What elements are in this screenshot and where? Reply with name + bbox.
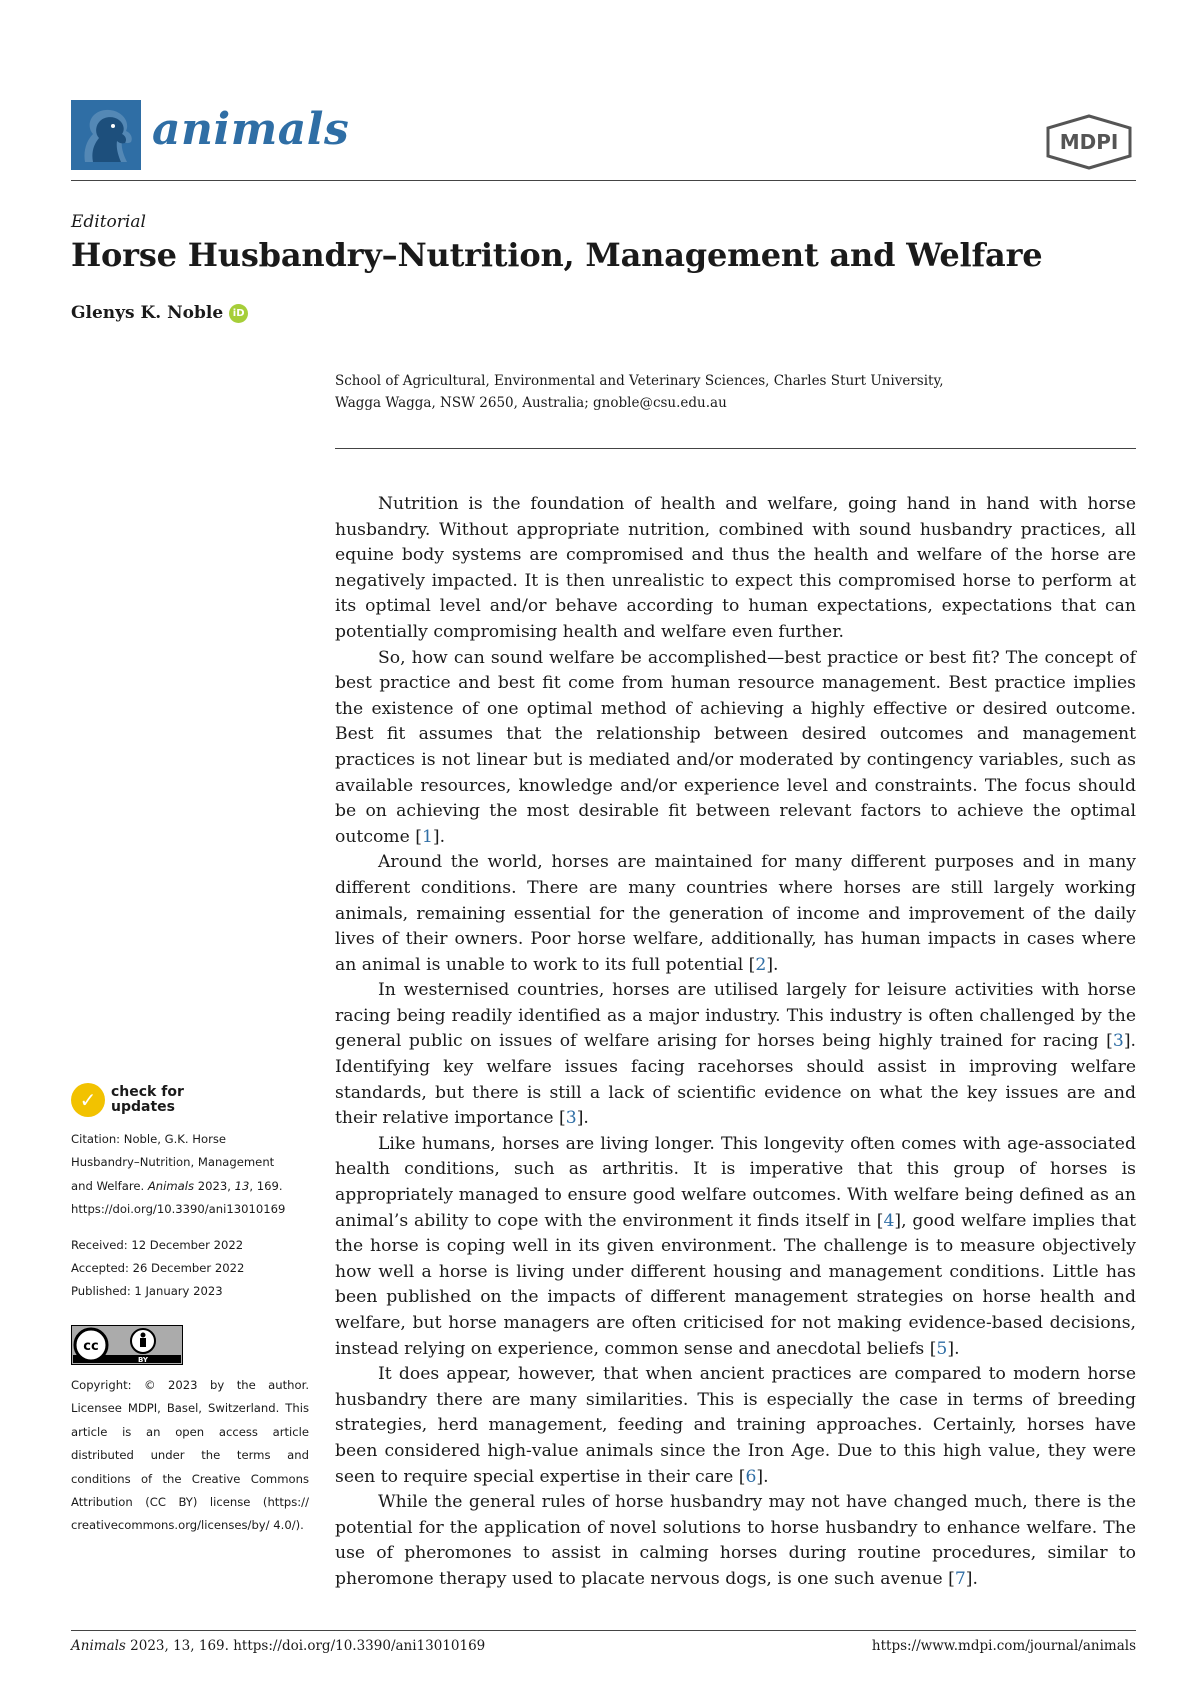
article-type: Editorial (71, 212, 146, 232)
affiliation-divider (335, 448, 1136, 449)
paragraph-text: ]. (432, 826, 446, 847)
paragraph-text: ]. Identifying key welfare issues facing racehorses should assist in improving welfare standards, but there is still a lack of scientific evidence on what the key issues are and their relative importance [ (335, 1031, 1136, 1129)
reference-link[interactable]: 2 (755, 954, 767, 975)
paragraph-text: ]. (766, 954, 779, 975)
journal-name[interactable]: animals (152, 104, 350, 155)
by-label: BY (137, 1356, 149, 1364)
footer-citation (71, 1638, 485, 1654)
reference-link[interactable]: 6 (745, 1466, 757, 1487)
received-date: Received: 12 December 2022 (71, 1237, 244, 1252)
citation-text: and Welfare. (71, 1178, 145, 1193)
affiliation (335, 370, 1135, 414)
copyright-text: Copyright: © 2023 by the author. Licensee MDPI, Basel, Switzerland. This article is an open access article distributed under the terms and conditions of the Creative Commons Attribution (CC BY) license (https:// creativecommons.org/licenses/by/ 4.0/). (71, 1378, 309, 1533)
citation-doi-link[interactable]: https://doi.org/10.3390/ani13010169 (71, 1202, 286, 1217)
paragraph-text: In westernised countries, horses are utilised largely for leisure activities with horse racing being readily identified as a major industry. This industry is often challenged by the general public on issues of welfare arising for horses being highly trained for racing [ (335, 980, 1136, 1052)
reference-link[interactable]: 3 (1112, 1031, 1124, 1052)
copyright-block (71, 1374, 309, 1538)
author-name[interactable]: Glenys K. Noble (71, 303, 224, 323)
footer-citation-text[interactable]: 2023, 13, 169. https://doi.org/10.3390/ani13010169 (130, 1638, 486, 1654)
paragraph-text: So, how can sound welfare be accomplished—best practice or best fit? The concept of best practice and best fit come from human resource management. Best practice implies the existence of one optimal method of achieving a highly effective or desired outcome. Best fit assumes that the relationship between desired outcomes and management practices is not linear but is mediated and/or moderated by contingency variables, such as available resources, knowledge and/or experience level and constraints. The focus should be on achieving the most desirable fit between relevant factors to achieve the optimal outcome [ (335, 647, 1136, 847)
check-updates-label: updates (111, 1099, 175, 1115)
cc-icon: cc (83, 1339, 99, 1354)
paragraph-text: It does appear, however, that when ancient practices are compared to modern horse husbandry there are many similarities. This is especially the case in terms of breeding strategies, herd management, feeding and training approaches. Certainly, horses have been considered high-value animals since the Iron Age. Due to this high value, they were seen to require special expertise in their care [ (335, 1364, 1136, 1487)
sidebar-metadata (71, 1128, 309, 1316)
author-line (71, 303, 248, 323)
citation-label: Citation: (71, 1132, 121, 1146)
body-paragraph (335, 1362, 1136, 1490)
paragraph-text: Nutrition is the foundation of health and welfare, going hand in hand with horse husbandry. Without appropriate nutrition, combined with sound husbandry practices, all equine body systems are compromised and thus the health and welfare of the horse are negatively impacted. It is then unrealistic to expect this compromised horse to perform at its optimal level and/or behave according to human expectations, expectations that can potentially compromising health and welfare even further. (335, 494, 1136, 642)
citation-volume: 13 (234, 1178, 250, 1193)
mdpi-logo-icon[interactable] (1044, 114, 1134, 170)
affiliation-line: School of Agricultural, Environmental and Veterinary Sciences, Charles Sturt University, (335, 373, 944, 389)
article-body (335, 492, 1136, 1593)
body-paragraph (335, 1132, 1136, 1362)
checkmark-icon: ✓ (71, 1083, 105, 1117)
paragraph-text: While the general rules of horse husbandry may not have changed much, there is the potential for the application of novel solutions to horse husbandry to enhance welfare. The use of pheromones to assist in calming horses during routine procedures, similar to pheromone therapy used to placate nervous dogs, is one such avenue [ (335, 1492, 1136, 1589)
paragraph-text: Around the world, horses are maintained for many different purposes and in many different conditions. There are many countries where horses are still largely working animals, remaining essential for the generation of income and improvement of the daily lives of their owners. Poor horse welfare, additionally, has human impacts in cases where an animal is unable to work to its full potential [ (335, 852, 1136, 975)
paragraph-text: Like humans, horses are living longer. This longevity often comes with age-associated health conditions, such as arthritis. It is imperative that this group of horses is appropriately managed to ensure good welfare outcomes. With welfare being defined as an animal’s ability to cope with the environment it finds itself in [ (335, 1133, 1136, 1231)
paragraph-text: ]. (756, 1466, 769, 1487)
citation-text: 2023, (197, 1178, 231, 1193)
footer-divider (71, 1630, 1136, 1631)
reference-link[interactable]: 1 (421, 826, 433, 847)
header-divider (71, 180, 1136, 181)
citation-journal: Animals (147, 1178, 195, 1193)
reference-link[interactable]: 7 (954, 1568, 966, 1589)
paragraph-text: ]. (576, 1108, 589, 1129)
publisher-logo-text: MDPI (1059, 130, 1119, 154)
check-updates-label: check for (111, 1084, 184, 1100)
citation-text: , 169. (249, 1178, 283, 1193)
footer-journal-url[interactable]: https://www.mdpi.com/journal/animals (871, 1638, 1136, 1654)
cc-by-license-badge[interactable] (71, 1325, 183, 1365)
citation-block (71, 1128, 309, 1222)
paragraph-text: ]. (947, 1338, 960, 1359)
article-title: Horse Husbandry–Nutrition, Management and Welfare (71, 236, 1043, 274)
body-paragraph (335, 646, 1136, 851)
affiliation-line: Wagga Wagga, NSW 2650, Australia; gnoble@csu.edu.au (335, 395, 727, 411)
citation-text: Noble, G.K. Horse (123, 1132, 227, 1146)
published-date: Published: 1 January 2023 (71, 1284, 223, 1299)
reference-link[interactable]: 3 (565, 1108, 577, 1129)
paragraph-text: ], good welfare implies that the horse is coping well in its given environment. The challenge is to measure objectively how well a horse is living under different housing and management conditions. Little has been published on the impacts of different management strategies on horse health and welfare, but horse managers are often criticised for not making evidence-based decisions, instead relying on experience, common sense and anecdotal beliefs [ (335, 1210, 1136, 1359)
reference-link[interactable]: 5 (936, 1338, 948, 1359)
orcid-icon[interactable]: iD (229, 304, 248, 323)
journal-logo-icon[interactable] (71, 100, 141, 170)
body-paragraph (335, 978, 1136, 1132)
check-for-updates-button[interactable] (71, 1083, 184, 1117)
body-paragraph (335, 850, 1136, 978)
accepted-date: Accepted: 26 December 2022 (71, 1261, 245, 1276)
reference-link[interactable]: 4 (883, 1210, 895, 1231)
dates-block (71, 1234, 309, 1304)
body-paragraph (335, 492, 1136, 646)
footer-journal: Animals (71, 1638, 126, 1654)
body-paragraph (335, 1490, 1136, 1592)
paragraph-text: ]. (965, 1568, 978, 1589)
citation-text: Husbandry–Nutrition, Management (71, 1155, 275, 1170)
